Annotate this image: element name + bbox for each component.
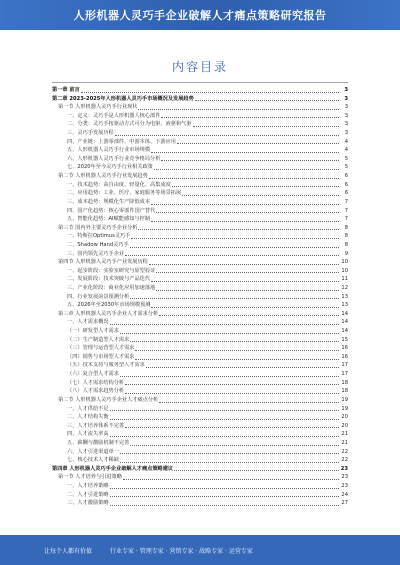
toc-entry-page: 18 — [341, 379, 348, 386]
toc-entry-page: 3 — [344, 95, 348, 102]
toc-entry[interactable] — [52, 267, 348, 276]
toc-entry-title: 三、人才培养体系不完善 — [67, 422, 125, 429]
toc-entry-title: 三、产业化阶段：商业化应用加速落地 — [67, 285, 156, 291]
toc-entry-page: 3 — [344, 104, 348, 111]
toc-entry-page: 24 — [341, 491, 348, 498]
report-title: 人形机器人灵巧手企业破解人才痛点策略研究报告 — [73, 9, 327, 22]
toc-entry[interactable] — [52, 310, 348, 319]
toc-entry[interactable] — [52, 301, 348, 310]
toc-entry[interactable] — [52, 258, 348, 267]
toc-entry[interactable] — [52, 275, 348, 284]
toc-entry[interactable] — [52, 396, 348, 405]
toc-dot-leader — [159, 402, 339, 403]
toc-entry-page: 4 — [344, 147, 348, 154]
toc-entry-title: 一、起步阶段：实验室研究与原型验证 — [67, 267, 156, 274]
toc-entry-page: 19 — [341, 396, 348, 403]
toc-dot-leader — [154, 169, 339, 170]
toc-dot-leader — [151, 204, 339, 205]
toc-entry[interactable] — [52, 163, 348, 172]
toc-entry[interactable] — [52, 215, 348, 224]
toc-entry-page: 12 — [341, 285, 348, 291]
toc-entry-title: （三）管理与运营型人才需求 — [67, 345, 135, 352]
toc-entry-title: 二、应用趋势：工业、医疗、家庭服务等场景拓展 — [67, 190, 182, 197]
toc-entry[interactable] — [52, 155, 348, 164]
toc-dot-leader — [156, 272, 339, 273]
toc-entry[interactable] — [52, 336, 348, 345]
toc-dot-leader — [130, 341, 339, 342]
toc-dot-leader — [130, 445, 339, 446]
toc-entry[interactable] — [52, 318, 348, 327]
toc-entry-title: 一、技术趋势：高自由度、轻量化、高集成度 — [67, 181, 171, 188]
toc-entry[interactable] — [52, 482, 348, 491]
footer-services: 行业专家 · 管理专家 · 营销专家 · 战略专家 · 运营专家 — [110, 547, 253, 555]
toc-entry-page: 10 — [341, 267, 348, 274]
toc-entry-page: 13 — [341, 302, 348, 309]
toc-entry[interactable] — [52, 86, 348, 95]
toc-entry[interactable] — [52, 103, 348, 112]
toc-entry[interactable] — [52, 499, 348, 508]
toc-entry-page: 4 — [344, 138, 348, 145]
toc-entry[interactable] — [52, 198, 348, 207]
toc-entry-title: 五、智能化趋势：AI赋能感知与控制 — [67, 216, 150, 223]
toc-dot-leader — [195, 100, 339, 101]
toc-entry-page: 3 — [344, 121, 348, 128]
toc-entry-page: 23 — [341, 483, 348, 490]
toc-entry-title: 四、人才流失率高 — [67, 431, 109, 438]
toc-entry-title: 第二节 人形机器人灵巧手行业发展趋势 — [58, 173, 148, 180]
toc-entry-page: 13 — [341, 293, 348, 300]
toc-entry[interactable] — [52, 344, 348, 353]
toc-dot-leader — [120, 333, 339, 334]
toc-entry-title: 第一章 前言 — [52, 86, 80, 93]
toc-entry-page: 11 — [341, 276, 348, 283]
toc-entry-page: 20 — [341, 422, 348, 429]
page-header — [0, 0, 400, 30]
toc-dot-leader — [193, 126, 339, 127]
toc-entry-title: 一、特斯拉Optimus灵巧手 — [67, 233, 131, 240]
toc-dot-leader — [110, 505, 339, 506]
toc-entry[interactable] — [52, 120, 348, 129]
toc-entry-title: 第二章 2023-2025年人形机器人灵巧手市场概况及发展趋势 — [52, 95, 194, 102]
toc-dot-leader — [110, 419, 339, 420]
toc-entry-page: 19 — [341, 405, 348, 412]
toc-entry-page: 21 — [341, 439, 348, 446]
toc-entry-title: 二、Shadow Hand灵巧手 — [67, 241, 129, 248]
toc-entry-title: （七）人才需求结构分析 — [67, 379, 125, 386]
toc-dot-leader — [138, 109, 339, 110]
toc-entry-title: 七、2020年至今灵巧手行业相关政策 — [67, 164, 153, 171]
toc-entry[interactable] — [52, 465, 348, 474]
toc-entry-title: 第一节 人才培养与引进策略 — [58, 474, 122, 481]
toc-dot-leader — [156, 290, 339, 291]
toc-entry-page: 14 — [341, 310, 348, 317]
toc-entry-title: （四）销售与市场型人才需求 — [67, 353, 135, 360]
toc-dot-leader — [182, 195, 339, 196]
toc-entry-title: （五）技术支持与服务型人才需求 — [67, 362, 145, 369]
toc-entry[interactable] — [52, 138, 348, 147]
toc-dot-leader — [125, 384, 339, 385]
toc-dot-leader — [110, 324, 339, 325]
toc-entry-page: 9 — [344, 250, 348, 257]
toc-dot-leader — [110, 436, 339, 437]
toc-entry-page: 16 — [341, 345, 348, 352]
toc-entry-page: 22 — [341, 448, 348, 455]
toc-entry-page: 8 — [344, 224, 348, 231]
toc-entry[interactable] — [52, 405, 348, 414]
toc-entry-page: 10 — [341, 259, 348, 266]
toc-entry[interactable] — [52, 241, 348, 250]
toc-entry-title: 一、人才培养策略 — [67, 483, 109, 490]
toc-entry-page: 17 — [341, 371, 348, 378]
toc-entry-title: （六）复合型人才需求 — [67, 371, 119, 378]
toc-entry[interactable] — [52, 473, 348, 482]
toc-dot-leader — [156, 212, 339, 213]
toc-entry-title: 五、薪酬与激励机制不完善 — [67, 439, 130, 446]
toc-dot-leader — [130, 298, 339, 299]
toc-dot-leader — [110, 496, 339, 497]
toc-entry[interactable] — [52, 422, 348, 431]
toc-entry-title: 三、成本趋势：规模化生产降低成本 — [67, 198, 151, 205]
toc-entry[interactable] — [52, 293, 348, 302]
toc-entry-title: 三、国内领先灵巧手企业 — [67, 250, 125, 257]
toc-entry-page: 23 — [341, 474, 348, 481]
toc-entry-page: 6 — [344, 173, 348, 180]
toc-entry-page: 15 — [341, 336, 348, 343]
toc-entry-page: 7 — [344, 207, 348, 214]
toc-dot-leader — [123, 479, 339, 480]
toc-entry[interactable] — [52, 224, 348, 233]
toc-entry-title: 四、国产化趋势：核心零部件国产替代 — [67, 207, 156, 214]
toc-entry-title: （一）研发型人才需求 — [67, 328, 119, 335]
toc-entry-page: 20 — [341, 414, 348, 421]
toc-entry-page: 27 — [341, 500, 348, 507]
toc-dot-leader — [177, 143, 339, 144]
toc-dot-leader — [125, 255, 339, 256]
toc-entry[interactable] — [52, 327, 348, 336]
toc-dot-leader — [135, 350, 339, 351]
toc-heading: 内容目录 — [171, 60, 228, 74]
toc-entry[interactable] — [52, 181, 348, 190]
toc-entry-title: 四、产业链：上游零部件、中游本体、下游应用 — [67, 138, 176, 145]
toc-entry[interactable] — [52, 430, 348, 439]
toc-divider — [52, 82, 348, 83]
toc-entry[interactable] — [52, 448, 348, 457]
toc-dot-leader — [172, 186, 339, 187]
toc-dot-leader — [151, 281, 339, 282]
toc-entry[interactable] — [52, 456, 348, 465]
toc-dot-leader — [120, 462, 339, 463]
toc-dot-leader — [81, 92, 339, 93]
toc-entry-title: 二、发展阶段：技术突破与产品迭代 — [67, 276, 151, 283]
toc-entry[interactable] — [52, 207, 348, 216]
toc-entry-page: 8 — [344, 233, 348, 240]
toc-entry-title: （二）生产制造型人才需求 — [67, 336, 130, 343]
toc-entry-title: 第一节 人形机器人灵巧手行业现状 — [58, 104, 138, 111]
toc-entry[interactable] — [52, 353, 348, 362]
toc-dot-leader — [149, 178, 339, 179]
toc-dot-leader — [120, 376, 339, 377]
toc-entry-title: 一、人才供给不足 — [67, 405, 109, 412]
toc-entry-title: 六、人才引进渠道单一 — [67, 448, 119, 455]
toc-entry[interactable] — [52, 189, 348, 198]
toc-dot-leader — [138, 229, 339, 230]
footer-slogan: 让每个人都有价值 — [44, 547, 93, 555]
toc-entry[interactable] — [52, 413, 348, 422]
toc-entry-page: 5 — [344, 164, 348, 171]
toc-entry[interactable] — [52, 172, 348, 181]
toc-dot-leader — [130, 247, 339, 248]
toc-entry-page: 7 — [344, 216, 348, 223]
toc-entry-page: 16 — [341, 353, 348, 360]
toc-entry-page: 18 — [341, 388, 348, 395]
toc-entry-title: 第三章 人形机器人灵巧手企业人才需求分析 — [58, 310, 159, 317]
toc-entry-page: 3 — [344, 112, 348, 119]
toc-entry-title: 五、2026年至2030年市场规模预测 — [67, 302, 151, 309]
toc-entry-page: 23 — [340, 465, 348, 472]
toc-entry-page: 3 — [344, 86, 348, 93]
toc-entry[interactable] — [52, 250, 348, 259]
toc-dot-leader — [131, 238, 339, 239]
toc-dot-leader — [151, 152, 339, 153]
toc-entry-title: 六、人形机器人灵巧手行业竞争格局分析 — [67, 155, 161, 162]
toc-dot-leader — [174, 470, 339, 471]
toc-entry-page: 17 — [341, 362, 348, 369]
toc-dot-leader — [151, 221, 339, 222]
toc-entry-page: 6 — [344, 190, 348, 197]
toc-dot-leader — [110, 488, 339, 489]
toc-entry[interactable] — [52, 129, 348, 138]
toc-entry[interactable] — [52, 491, 348, 500]
page-footer — [0, 535, 400, 565]
toc-entry-title: 四、行业发展前景预测分析 — [67, 293, 130, 300]
toc-dot-leader — [159, 315, 339, 316]
toc-dot-leader — [125, 393, 339, 394]
toc-entry[interactable] — [52, 379, 348, 388]
toc-entry-title: 二、分类：灵巧手按驱动方式可分为电驱、液驱和气驱 — [67, 121, 192, 128]
toc-entry-title: （八）人才需求趋势分析 — [67, 388, 125, 395]
table-of-contents — [52, 86, 348, 508]
toc-entry-title: 七、核心技术人才稀缺 — [67, 457, 119, 464]
toc-dot-leader — [110, 410, 339, 411]
toc-dot-leader — [120, 453, 339, 454]
toc-entry[interactable] — [52, 146, 348, 155]
toc-entry-page: 14 — [341, 328, 348, 335]
toc-entry[interactable] — [52, 112, 348, 121]
toc-dot-leader — [146, 367, 339, 368]
toc-entry-title: 三、灵巧手发展历程 — [67, 130, 114, 137]
toc-entry[interactable] — [52, 95, 348, 104]
toc-entry[interactable] — [52, 439, 348, 448]
toc-entry-title: 第二节 人形机器人灵巧手企业人才痛点分析 — [58, 396, 159, 403]
toc-dot-leader — [161, 160, 339, 161]
toc-entry-title: 一、人才需求概况 — [67, 319, 109, 326]
toc-entry-page: 21 — [341, 431, 348, 438]
toc-entry-title: 第四章 人形机器人灵巧手企业破解人才痛点策略建议 — [52, 465, 174, 472]
toc-dot-leader — [149, 264, 339, 265]
toc-entry-title: 五、人形机器人灵巧手行业市场规模 — [67, 147, 151, 154]
toc-dot-leader — [115, 135, 339, 136]
toc-entry[interactable] — [52, 370, 348, 379]
toc-entry-page: 3 — [344, 130, 348, 137]
toc-entry-title: 第四节 人形机器人灵巧手产业发展历程 — [58, 259, 148, 266]
toc-entry-title: 三、人才激励策略 — [67, 500, 109, 507]
toc-entry[interactable] — [52, 362, 348, 371]
toc-entry-page: 7 — [344, 198, 348, 205]
toc-dot-leader — [151, 307, 339, 308]
toc-dot-leader — [135, 359, 339, 360]
toc-entry-title: 一、定义：灵巧手是人形机器人核心部件 — [67, 112, 161, 119]
toc-entry-page: 5 — [344, 155, 348, 162]
toc-entry-title: 二、人才结构失衡 — [67, 414, 109, 421]
toc-entry-title: 二、人才引进策略 — [67, 491, 109, 498]
toc-entry[interactable] — [52, 284, 348, 293]
toc-entry-page: 22 — [341, 457, 348, 464]
toc-entry-page: 14 — [341, 319, 348, 326]
toc-entry-title: 第三节 国内外主要灵巧手企业分析 — [58, 224, 138, 231]
toc-entry-page: 8 — [344, 241, 348, 248]
toc-entry-page: 6 — [344, 181, 348, 188]
toc-dot-leader — [161, 117, 339, 118]
toc-dot-leader — [125, 427, 339, 428]
toc-entry[interactable] — [52, 232, 348, 241]
toc-entry[interactable] — [52, 387, 348, 396]
